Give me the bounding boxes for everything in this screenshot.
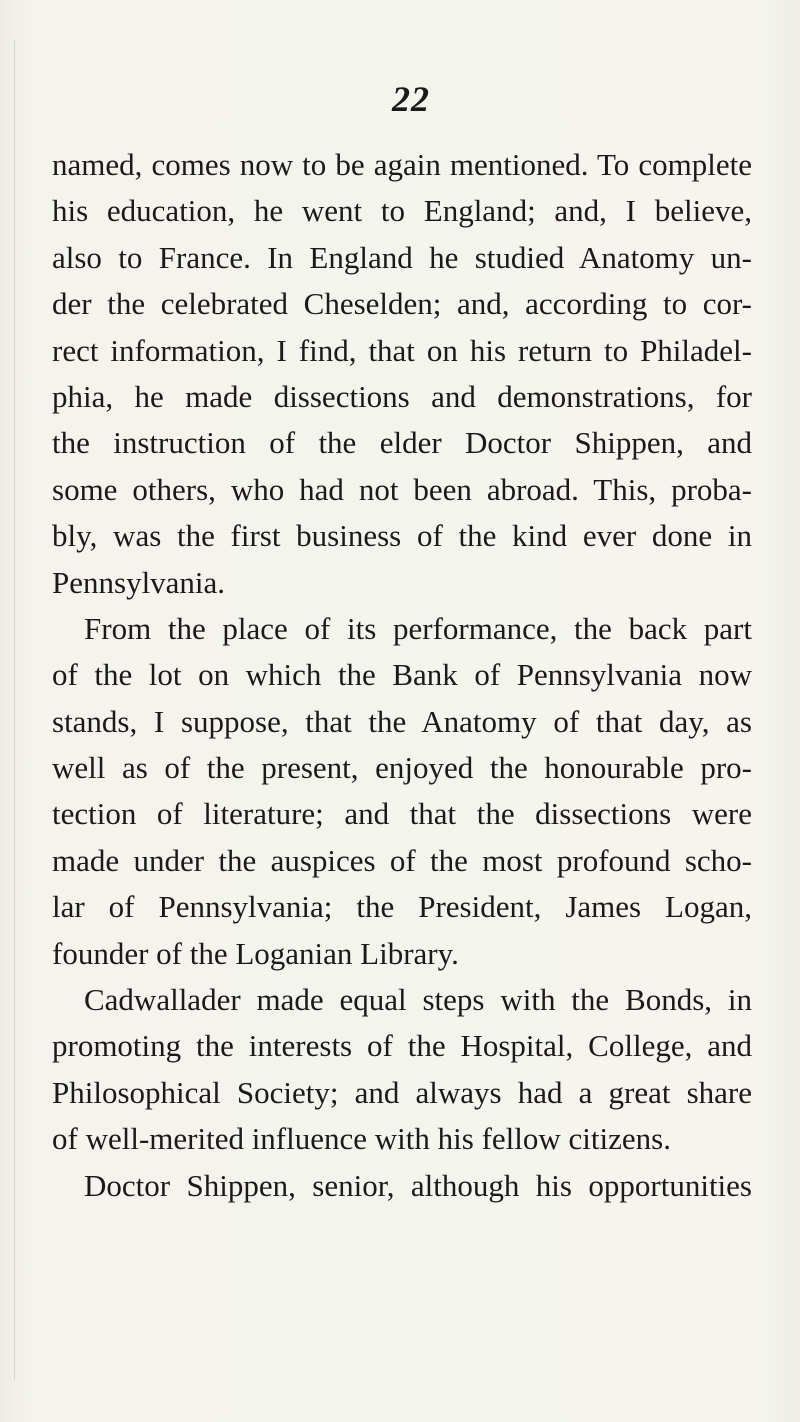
- text-line: made under the auspices of the most profound scho-: [52, 842, 752, 878]
- paragraph-1: [52, 142, 752, 606]
- text-line: tection of literature; and that the dissections were: [52, 796, 752, 832]
- text-line: der the celebrated Cheselden; and, according to cor-: [52, 286, 752, 322]
- text-line: the instruction of the elder Doctor Shippen, and: [52, 425, 752, 461]
- text-line: named, comes now to be again mentioned. To complete: [52, 147, 752, 182]
- text-line: of well-merited influence with his fellow citizens.: [52, 1121, 671, 1157]
- paragraph-3: [52, 977, 752, 1163]
- text-line: Philosophical Society; and always had a great share: [52, 1074, 752, 1110]
- text-line: stands, I suppose, that the Anatomy of that day, as: [52, 703, 752, 739]
- text-line: phia, he made dissections and demonstrations, for: [52, 378, 752, 414]
- text-line: founder of the Loganian Library.: [52, 935, 459, 971]
- text-line: From the place of its performance, the back part: [84, 610, 752, 646]
- text-line: well as of the present, enjoyed the honourable pro-: [52, 750, 752, 786]
- text-line: of the lot on which the Bank of Pennsylvania now: [52, 657, 752, 693]
- text-line: his education, he went to England; and, I believe,: [52, 193, 752, 229]
- text-line: lar of Pennsylvania; the President, James Logan,: [52, 889, 752, 925]
- paragraph-2: [52, 606, 752, 977]
- text-line: some others, who had not been abroad. This, proba-: [52, 471, 752, 507]
- page-number: 22: [392, 79, 430, 119]
- text-line: also to France. In England he studied Anatomy un-: [52, 239, 752, 275]
- paragraph-4: [52, 1163, 752, 1209]
- text-line: Pennsylvania.: [52, 564, 226, 600]
- text-line: promoting the interests of the Hospital, College, and: [52, 1028, 752, 1064]
- text-line: Cadwallader made equal steps with the Bonds, in: [84, 982, 752, 1018]
- binding-gutter: [14, 40, 15, 1380]
- body-text: [52, 142, 752, 1209]
- text-line: Doctor Shippen, senior, although his opportunities: [84, 1167, 752, 1203]
- text-line: rect information, I find, that on his return to Philadel-: [52, 332, 752, 368]
- text-line: bly, was the first business of the kind ever done in: [52, 518, 752, 554]
